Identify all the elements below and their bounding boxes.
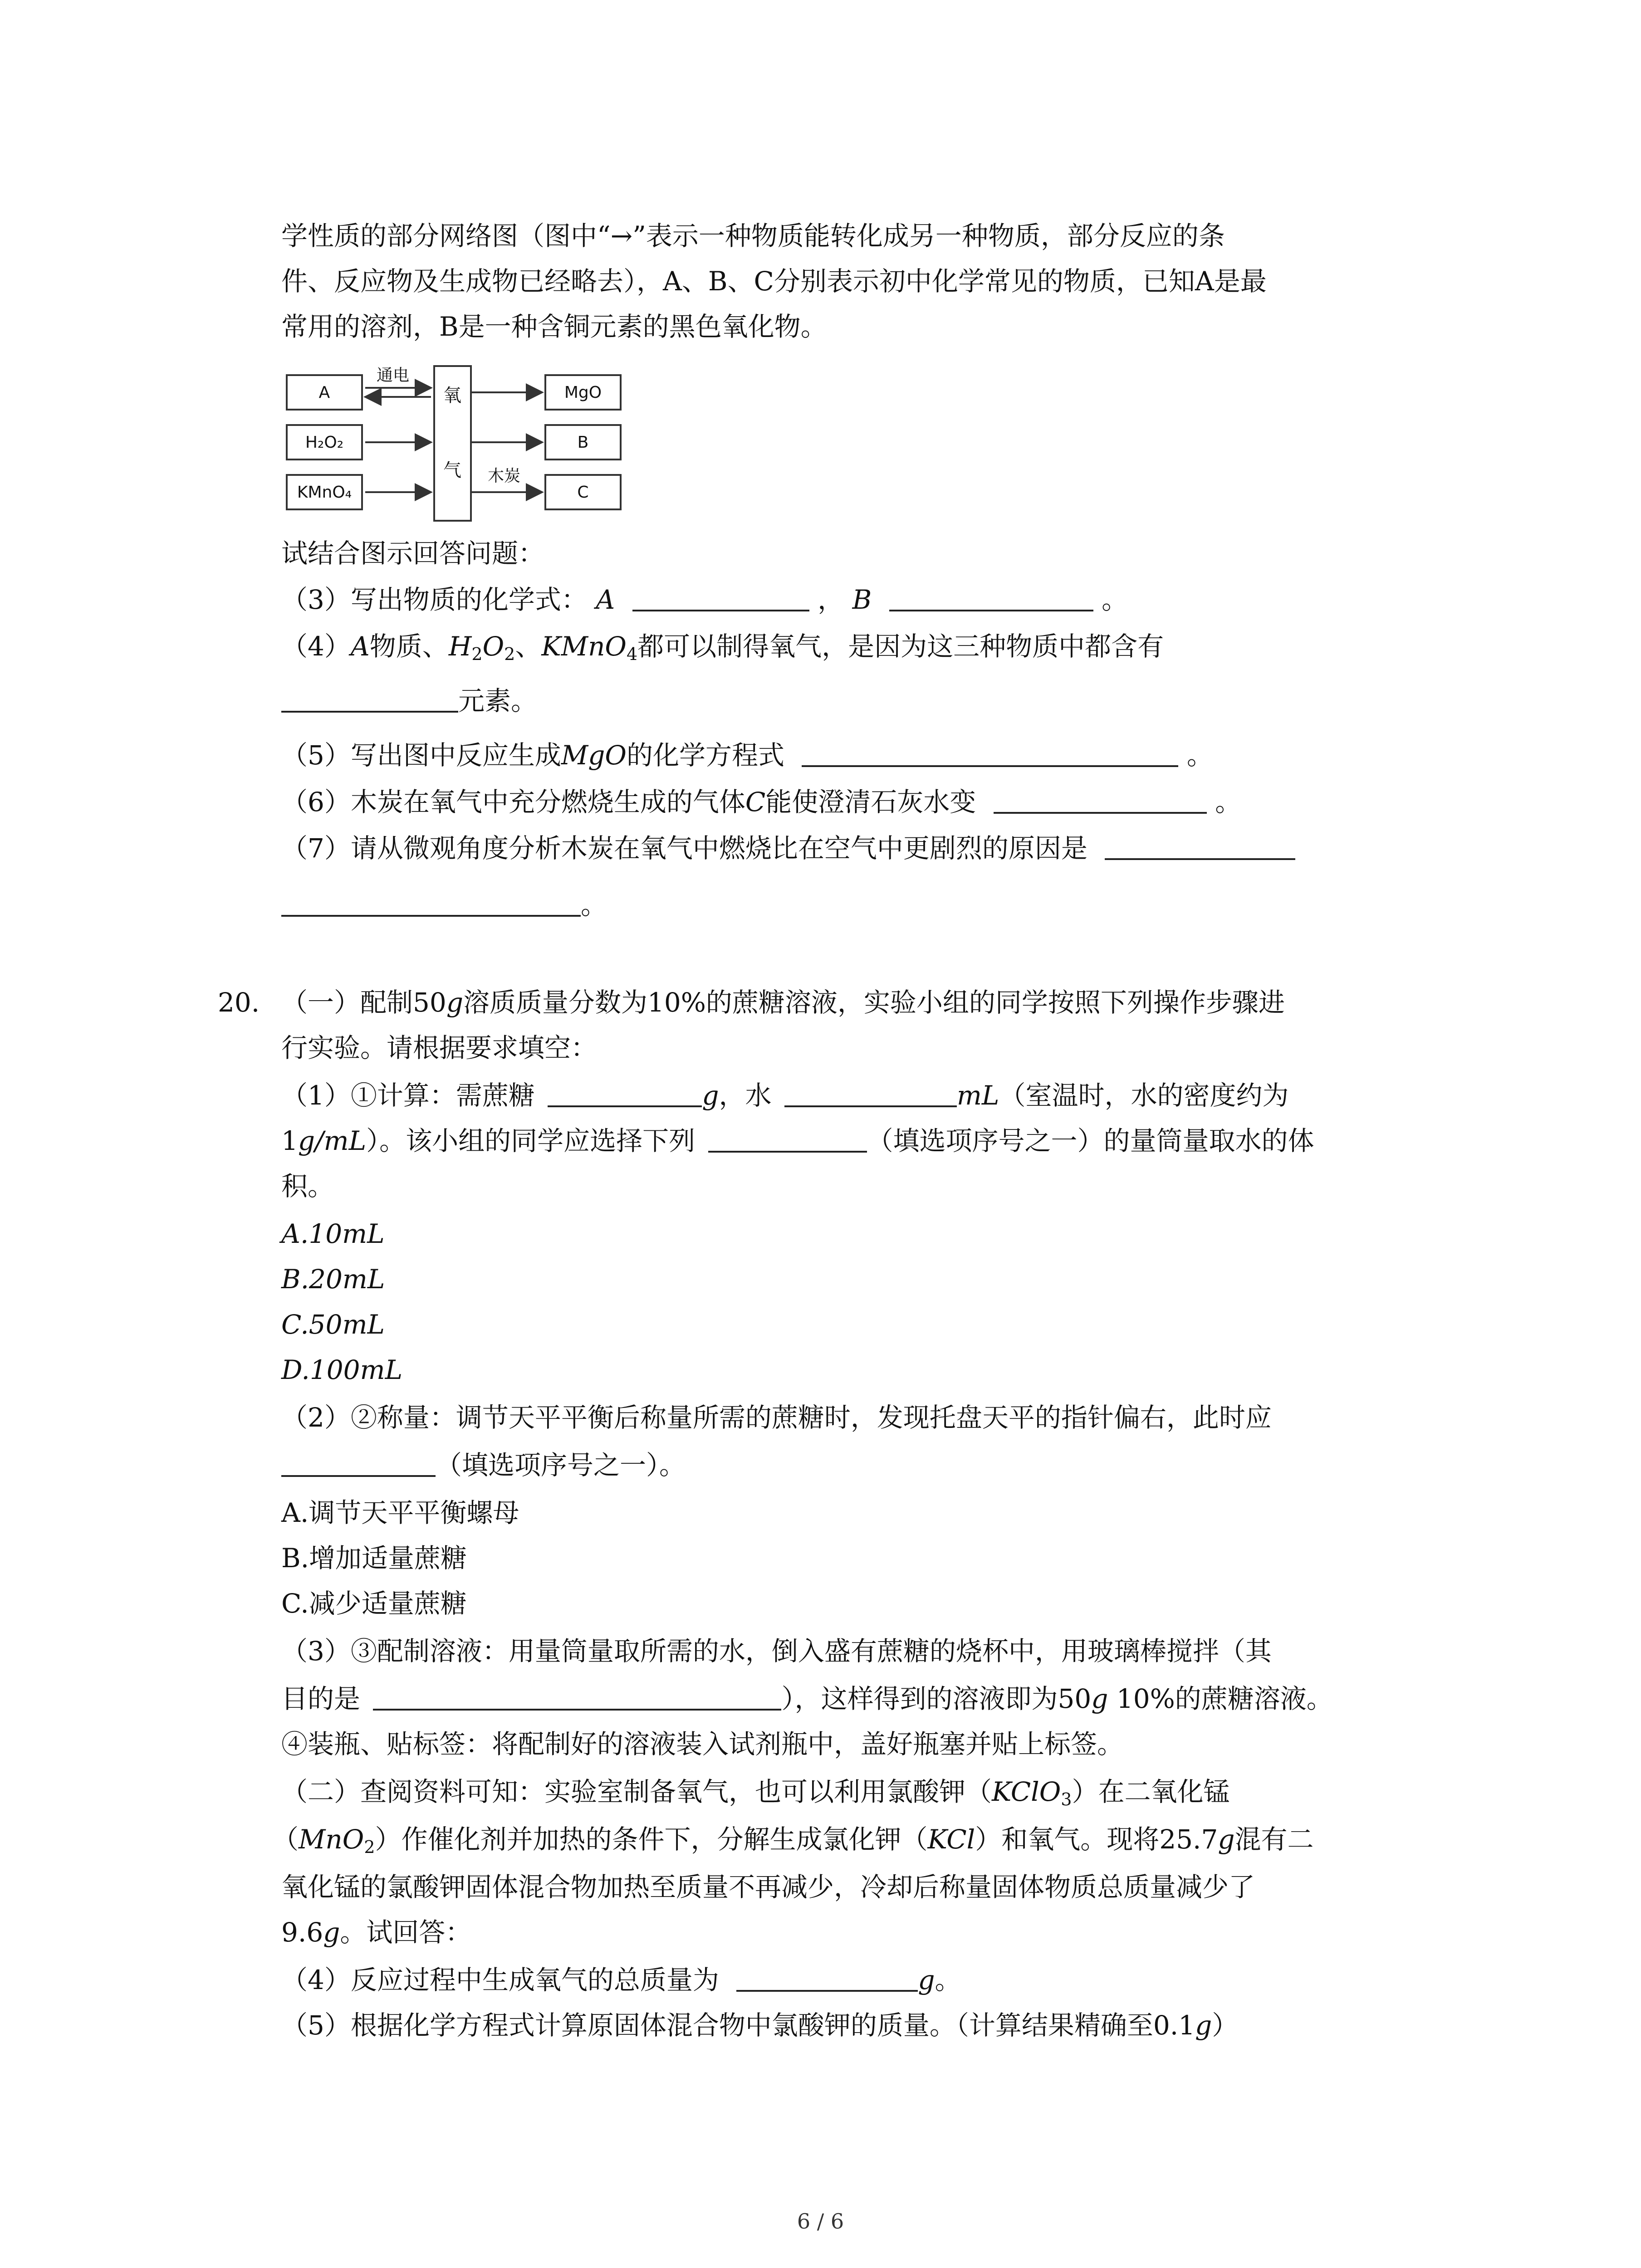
q19-prompt: 试结合图示回答问题： [281, 538, 545, 569]
q4-num: （4） [281, 631, 351, 662]
q5-blank[interactable] [802, 738, 1178, 767]
s1-blank-sugar[interactable] [548, 1078, 702, 1107]
q3-blank-a[interactable] [632, 582, 809, 611]
q20-p4 [272, 1821, 1314, 1857]
s1-option-d-unit: mL [360, 1354, 403, 1385]
s3-text-1: 目的是 [281, 1683, 361, 1714]
s5-g: g [1195, 2010, 1212, 2041]
s3-g: g [1091, 1683, 1108, 1714]
q4-a: A [350, 631, 370, 662]
q3-comma: ， [818, 584, 844, 615]
q20-p1-a: （一）配制50 [281, 987, 446, 1018]
box-mgo: MgO [544, 374, 622, 411]
q5-text-2: 的化学方程式 [626, 740, 784, 771]
s1-text-1: （1）①计算：需蔗糖 [281, 1080, 535, 1111]
reaction-network-diagram [281, 354, 626, 535]
q6-end: 。 [1215, 787, 1242, 817]
label-electrolysis: 通电 [377, 366, 410, 385]
q4-sub-1: 2 [471, 644, 483, 664]
s1-option-d-val: D.100 [281, 1354, 360, 1385]
p4-mno: MnO [299, 1824, 364, 1855]
p6-num: 9.6 [281, 1917, 323, 1948]
s1-text-2: ，水 [719, 1080, 772, 1111]
q7-end: 。 [581, 890, 607, 920]
p3-text-2: ）在二氧化锰 [1072, 1776, 1230, 1807]
q4-o: O [482, 631, 505, 662]
q19-q4 [281, 628, 1164, 665]
q7-blank-1[interactable] [1105, 831, 1295, 860]
q4-text-3: 元素。 [458, 685, 538, 716]
s1-g: g [702, 1080, 719, 1111]
s1-ml: mL [956, 1080, 999, 1111]
q4-sub-2: 2 [504, 644, 515, 664]
q19-q3 [281, 582, 1128, 618]
q3-blank-b[interactable] [889, 582, 1093, 611]
s2-blank[interactable] [281, 1448, 436, 1477]
s1-one: 1 [281, 1125, 298, 1156]
q19-q6 [281, 784, 1241, 820]
q4-h: H [448, 631, 472, 662]
box-a: A [286, 374, 363, 411]
s1-blank-option[interactable] [708, 1124, 867, 1153]
s2-text: （填选项序号之一）。 [436, 1450, 686, 1481]
s1-blank-water[interactable] [784, 1078, 957, 1107]
s1-option-b [281, 1261, 385, 1297]
s1-option-a [281, 1216, 385, 1252]
s1-text-3: （室温时，水的密度约为 [999, 1080, 1289, 1111]
s3-text-2: ），这样得到的溶液即为50 [781, 1683, 1092, 1714]
q3-label-b: B [852, 584, 872, 615]
q4-sub-4: 4 [626, 644, 638, 664]
q7-text: （7）请从微观角度分析木炭在氧气中燃烧比在空气中更剧烈的原因是 [281, 833, 1087, 864]
p4-text-1: ）作催化剂并加热的条件下，分解生成氯化钾（ [375, 1824, 928, 1855]
label-charcoal: 木炭 [488, 467, 521, 485]
q6-blank[interactable] [994, 785, 1207, 814]
s1-option-c-val: C.50 [281, 1309, 343, 1340]
s4-blank[interactable] [736, 1963, 918, 1992]
q6-text-1: （6）木炭在氧气中充分燃烧生成的气体 [281, 787, 745, 817]
q20-p1-b: 溶质质量分数为10%的蔗糖溶液，实验小组的同学按照下列操作步骤进 [463, 987, 1285, 1018]
s5-text: （5）根据化学方程式计算原固体混合物中氯酸钾的质量。（计算结果精确至0.1 [281, 2010, 1195, 2041]
p4-text-3: 混有二 [1234, 1824, 1314, 1855]
q3-end: 。 [1102, 584, 1128, 615]
p4-g: g [1218, 1824, 1235, 1855]
s1-option-d [281, 1352, 402, 1388]
s1-option-c [281, 1306, 385, 1343]
q20-p3 [281, 1774, 1230, 1810]
q5-text-1: （5）写出图中反应生成 [281, 740, 561, 771]
q20-s2: （2）②称量：调节天平平衡后称量所需的蔗糖时，发现托盘天平的指针偏右，此时应 [281, 1402, 1272, 1433]
q20-s3-cont [281, 1681, 1333, 1717]
q5-end: 。 [1186, 740, 1213, 771]
q4-sep: 、 [515, 631, 542, 662]
q20-s1 [281, 1077, 1288, 1114]
q4-kmno: KMnO [541, 631, 627, 662]
q20-s3: （3）③配制溶液：用量筒量取所需的水，倒入盛有蔗糖的烧杯中，用玻璃棒搅拌（其 [281, 1636, 1272, 1667]
q20-s1-cont [281, 1123, 1314, 1159]
p6-text: 。试回答： [340, 1917, 472, 1948]
q20-p5: 氧化锰的氯酸钾固体混合物加热至质量不再减少，冷却后称量固体物质总质量减少了 [281, 1872, 1255, 1902]
s1-option-b-unit: mL [342, 1264, 385, 1295]
s4-end: 。 [935, 1965, 961, 1995]
q20-p2: 行实验。请根据要求填空： [281, 1032, 598, 1063]
s1-text-4: ）。该小组的同学应选择下列 [366, 1125, 696, 1156]
s3-text-3: 10%的蔗糖溶液。 [1108, 1683, 1333, 1714]
s1-option-a-unit: mL [342, 1218, 385, 1249]
q20-s3-step4: ④装瓶、贴标签：将配制好的溶液装入试剂瓶中，盖好瓶塞并贴上标签。 [281, 1729, 1124, 1760]
p3-kclo: KClO [992, 1776, 1061, 1807]
s1-text-5: （填选项序号之一）的量筒量取水的体 [867, 1125, 1314, 1156]
box-c: C [544, 474, 622, 510]
box-h2o2: H₂O₂ [286, 424, 363, 460]
p3-text-1: （二）查阅资料可知：实验室制备氧气，也可以利用氯酸钾（ [281, 1776, 992, 1807]
p4-kcl: KCl [927, 1824, 975, 1855]
q5-mgo: MgO [561, 740, 627, 771]
q20-s5 [281, 2007, 1238, 2043]
p4-paren: （ [272, 1824, 299, 1855]
q20-p1-g: g [446, 987, 463, 1018]
s1-option-c-unit: mL [342, 1309, 385, 1340]
s2-option-c: C.减少适量蔗糖 [281, 1588, 467, 1619]
intro-line-3: 常用的溶剂，B是一种含铜元素的黑色氧化物。 [281, 311, 827, 342]
intro-line-2: 件、反应物及生成物已经略去），A、B、C分别表示初中化学常见的物质，已知A是最 [281, 266, 1267, 297]
box-kmno4: KMnO₄ [286, 474, 363, 510]
q6-text-2: 能使澄清石灰水变 [765, 787, 976, 817]
oxygen-char-2: 气 [443, 460, 461, 481]
q4-text-1: 物质、 [369, 631, 449, 662]
p4-text-2: ）和氧气。现将25.7 [975, 1824, 1218, 1855]
q20-s4 [281, 1962, 961, 1998]
q20-num: 20. [218, 987, 260, 1018]
q20-s1-end: 积。 [281, 1171, 334, 1202]
s3-blank[interactable] [373, 1681, 781, 1711]
q3-text: （3）写出物质的化学式： [281, 584, 588, 615]
intro-line-1: 学性质的部分网络图（图中“→”表示一种物质能转化成另一种物质，部分反应的条 [281, 220, 1225, 251]
q4-blank[interactable] [281, 684, 458, 713]
s1-gml: g/mL [298, 1125, 367, 1156]
q20-s2-cont [281, 1447, 686, 1483]
s1-option-b-val: B.20 [281, 1264, 343, 1295]
q19-q5 [281, 737, 1213, 773]
p6-g: g [323, 1917, 340, 1948]
s2-option-a: A.调节天平平衡螺母 [281, 1497, 519, 1528]
q6-c: C [745, 787, 766, 817]
s5-end: ） [1212, 2010, 1239, 2041]
q7-blank-2[interactable] [281, 888, 581, 917]
q20-p6 [281, 1914, 471, 1950]
s1-option-a-val: A.10 [281, 1218, 343, 1249]
q3-label-a: A [596, 584, 615, 615]
s2-option-b: B.增加适量蔗糖 [281, 1543, 467, 1574]
s4-text: （4）反应过程中生成氧气的总质量为 [281, 1965, 719, 1995]
p3-sub: 3 [1061, 1789, 1072, 1809]
q19-q7 [281, 830, 1295, 866]
q20-p1 [281, 984, 1285, 1021]
p4-sub: 2 [364, 1837, 375, 1857]
s4-g: g [918, 1965, 935, 1995]
q19-q4-cont [281, 683, 537, 719]
q19-q7-cont [281, 887, 607, 923]
box-b: B [544, 424, 622, 460]
q4-text-2: 都可以制得氧气，是因为这三种物质中都含有 [637, 631, 1164, 662]
page-number: 6 / 6 [797, 2209, 844, 2234]
oxygen-char-1: 氧 [443, 385, 461, 406]
